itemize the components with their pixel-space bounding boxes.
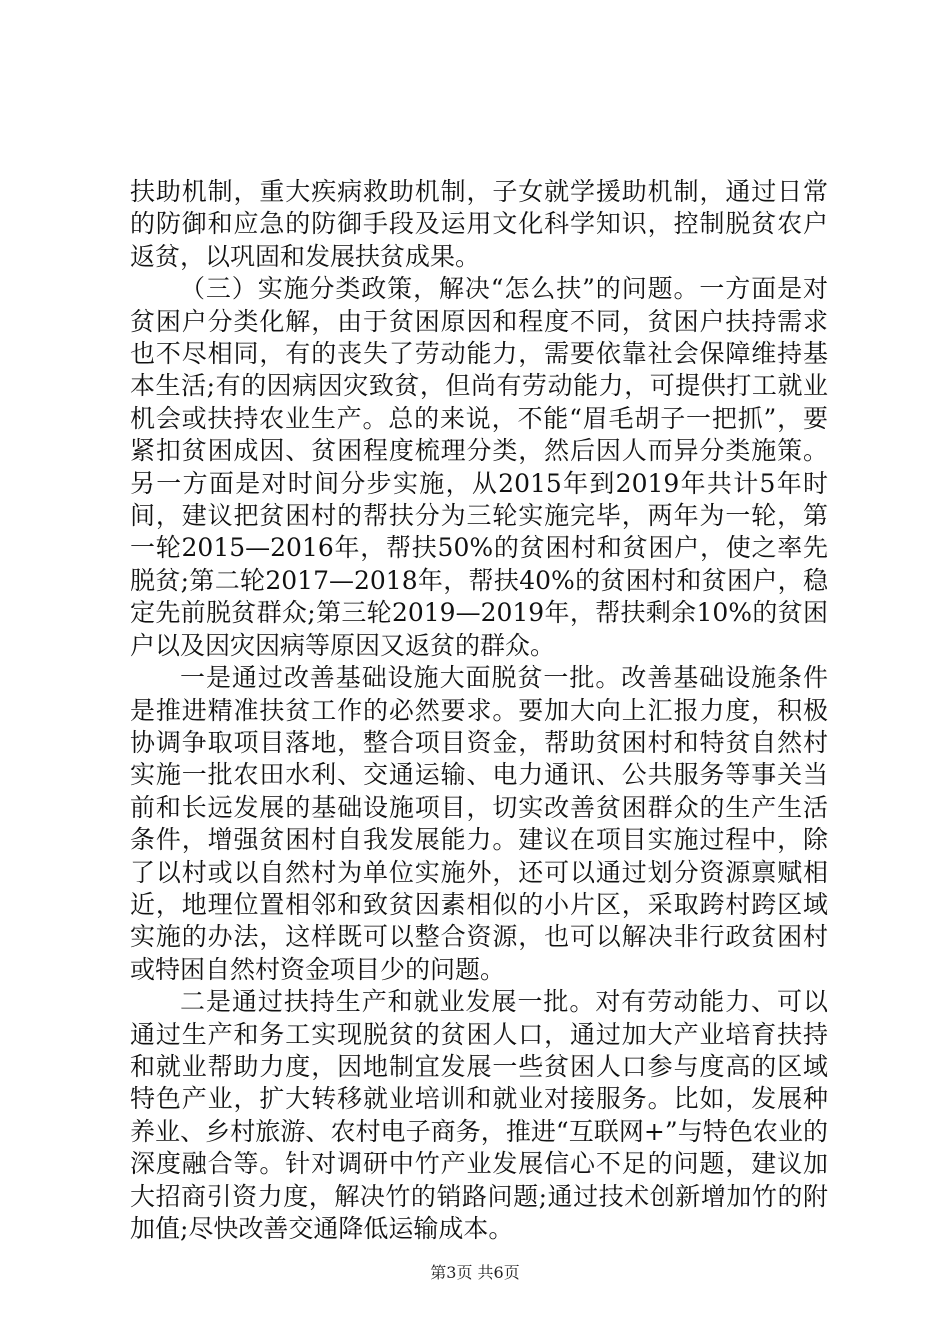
paragraph-4: 二是通过扶持生产和就业发展一批。对有劳动能力、可以通过生产和务工实现脱贫的贫困人口，通过加大产业培育扶持和就业帮助力度，因地制宜发展一些贫困人口参与度高的区域特色产业，扩大转移就业培训和就业对接服务。比如，发展种养业、乡村旅游、农村电子商务，推进“互联网+”与特色农业的深度融合等。针对调研中竹产业发展信心不足的问题，建议加大招商引资力度，解决竹的销路问题;通过技术创新增加竹的附加值;尽快改善交通降低运输成本。 — [130, 987, 828, 1243]
paragraph-3: 一是通过改善基础设施大面脱贫一批。改善基础设施条件是推进精准扶贫工作的必然要求。要加大向上汇报力度，积极协调争取项目落地，整合项目资金，帮助贫困村和特贫自然村实施一批农田水利、交通运输、电力通讯、公共服务等事关当前和长远发展的基础设施项目，切实改善贫困群众的生产生活条件，增强贫困村自我发展能力。建议在项目实施过程中，除了以村或以自然村为单位实施外，还可以通过划分资源禀赋相近，地理位置相邻和致贫因素相似的小片区，采取跨村跨区域实施的办法，这样既可以整合资源，也可以解决非行政贫困村或特困自然村资金项目少的问题。 — [130, 663, 828, 984]
document-body — [130, 176, 828, 1245]
paragraph-2: （三）实施分类政策，解决“怎么扶”的问题。一方面是对贫困户分类化解，由于贫困原因和程度不同，贫困户扶持需求也不尽相同，有的丧失了劳动能力，需要依靠社会保障维持基本生活;有的因病因灾致贫，但尚有劳动能力，可提供打工就业机会或扶持农业生产。总的来说，不能“眉毛胡子一把抓”，要紧扣贫困成因、贫困程度梳理分类，然后因人而异分类施策。另一方面是对时间分步实施，从2015年到2019年共计5年时间，建议把贫困村的帮扶分为三轮实施完毕，两年为一轮，第一轮2015—2016年，帮扶50%的贫困村和贫困户，使之率先脱贫;第二轮2017—2018年，帮扶40%的贫困村和贫困户，稳定先前脱贫群众;第三轮2019—2019年，帮扶剩余10%的贫困户以及因灾因病等原因又返贫的群众。 — [130, 274, 828, 660]
page-footer: 第3页 共6页 — [430, 1263, 520, 1282]
paragraph-1: 扶助机制，重大疾病救助机制，子女就学援助机制，通过日常的防御和应急的防御手段及运用文化科学知识，控制脱贫农户返贫，以巩固和发展扶贫成果。 — [130, 177, 828, 271]
